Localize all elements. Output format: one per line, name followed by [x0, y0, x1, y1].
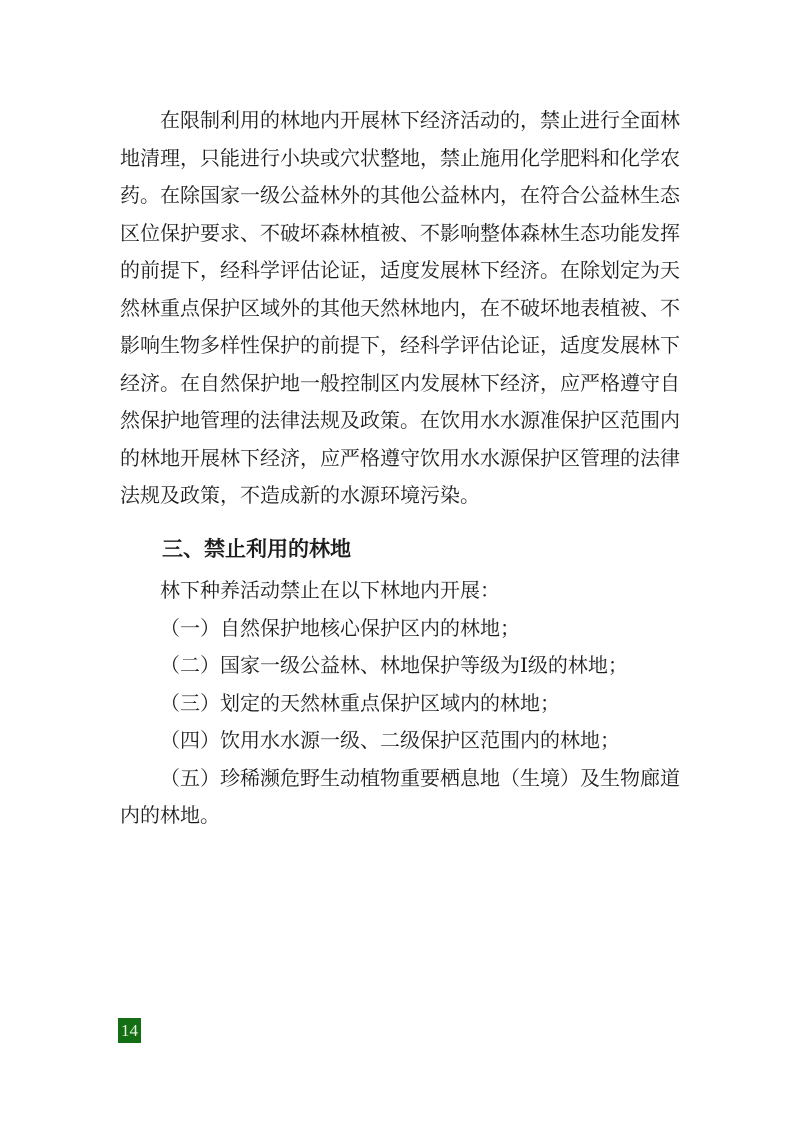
list-item-2: （二）国家一级公益林、林地保护等级为Ⅰ级的林地；	[160, 655, 628, 677]
list-item-5: （五）珍稀濒危野生动植物重要栖息地（生境）及生物廊道内的林地。	[120, 767, 680, 827]
list-item-3: （三）划定的天然林重点保护区域内的林地；	[160, 692, 560, 715]
page-content	[120, 103, 680, 836]
section-heading: 三、禁止利用的林地	[162, 537, 351, 561]
page-number-badge: 14	[118, 1018, 141, 1043]
list-item-1: （一）自然保护地核心保护区内的林地；	[160, 617, 520, 640]
list-intro: 林下种养活动禁止在以下林地内开展：	[160, 580, 500, 602]
intro-paragraph: 在限制利用的林地内开展林下经济活动的，禁止进行全面林地清理，只能进行小块或穴状整地，禁止施用化学肥料和化学农药。在除国家一级公益林外的其他公益林内，在符合公益林生态区位保护要求、不破坏森林植被、不影响整体森林生态功能发挥的前提下，经科学评估论证，适度发展林下经济。在除划定为天然林重点保护区域外的其他天然林地内，在不破坏地表植被、不影响生物多样性保护的前提下，经科学评估论证，适度发展林下经济。在自然保护地一般控制区内发展林下经济，应严格遵守自然保护地管理的法律法规及政策。在饮用水水源准保护区范围内的林地开展林下经济，应严格遵守饮用水水源保护区管理的法律法规及政策，不造成新的水源环境污染。	[120, 110, 680, 507]
list-item-4: （四）饮用水水源一级、二级保护区范围内的林地；	[160, 730, 620, 752]
